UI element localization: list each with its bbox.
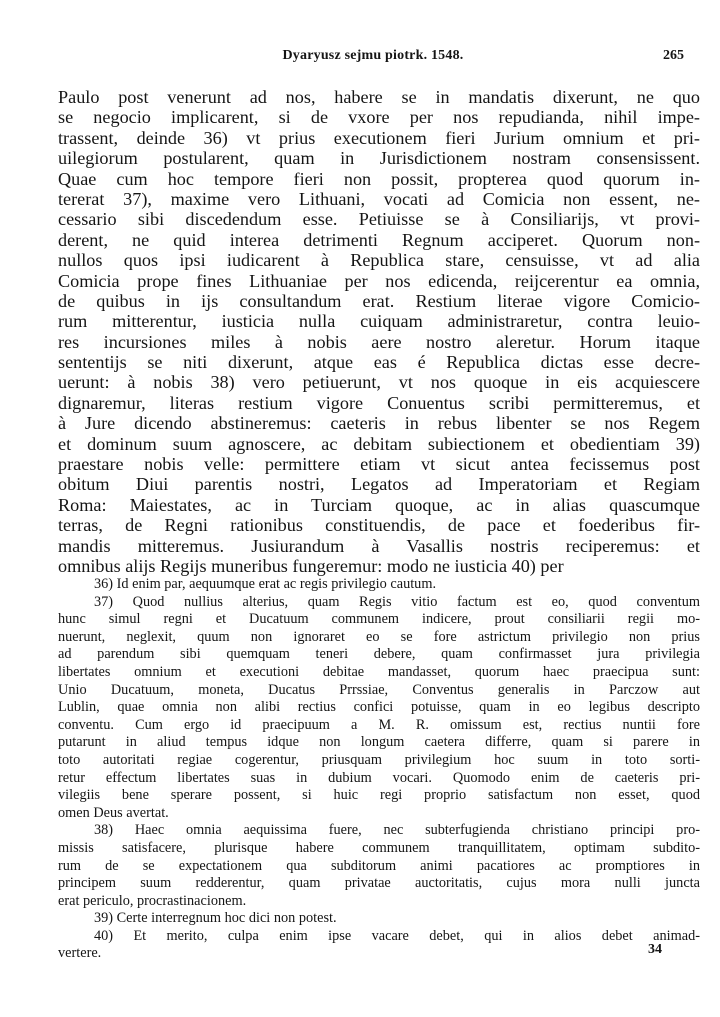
footnote-line: conventu. Cum ergo id praecipuum a M. R. omissum est, rectius nuntii fore [58, 716, 700, 733]
text-line: tererat 37), maxime vero Lithuani, vocati ad Comicia non essent, ne- [58, 188, 700, 209]
text-line: sententijs se niti dixerunt, atque eas é Republica dictas esse decre- [58, 352, 700, 373]
footnote-line: 36) Id enim par, aequumque erat ac regis privilegio cautum. [94, 576, 437, 592]
text-line: terras, de Regni rationibus constituendis, de pace et foederibus fir- [58, 515, 700, 536]
footnote-line: 38) Haec omnia aequissima fuere, nec subterfugienda christiano principi pro- [94, 822, 700, 839]
footnote-line: hunc simul regni et Ducatuum communem indicere, prout consiliarii regii mo- [58, 611, 700, 628]
footnote-line: missis satisfacere, plurisque habere communem tranquillitatem, optimam subdito- [58, 839, 700, 856]
footnote-line: nuerunt, neglexit, quum non ignoraret eo se fore astrictum privilegio non prius [58, 628, 700, 645]
footnote-line: 40) Et merito, culpa enim ipse vacare debet, qui in alios debet animad- [94, 927, 700, 944]
text-line: praestare nobis velle: permittere etiam vt sicut antea fecissemus post [58, 454, 700, 475]
main-text [58, 87, 700, 576]
text-line: obitum Diui parentis nostri, Legatos ad Imperatoriam et Regiam [58, 474, 700, 495]
footnote [58, 594, 700, 823]
running-title: Dyaryusz sejmu piotrk. 1548. [282, 48, 464, 63]
text-line: cessario sibi discedendum esse. Petiuisse se à Consiliarijs, vt provi- [58, 209, 700, 230]
text-line: uerunt: à nobis 38) vero petiuerunt, vt nos quoque in eis acquiescere [58, 372, 700, 393]
text-line: derent, ne quid interea detrimenti Regnum acciperet. Quorum non- [58, 229, 700, 250]
footnote-line: erat periculo, procrastinacionem. [58, 892, 247, 909]
footnote-line: ad parendum sibi quemquam teneri debere, quam confirmasset jura privilegia [58, 646, 700, 663]
text-line: à Jure dicendo abstineremus: caeteris in rebus libenter se nos Regem [58, 413, 700, 434]
text-line: de quibus in ijs consultandum erat. Restium literae vigore Comicio- [58, 290, 700, 311]
text-line: nullos quos ipsi iudicarent à Republica stare, censuisse, vt ad alia [58, 250, 700, 271]
text-line: uilegiorum postularent, quam in Jurisdictionem nostram consensissent. [58, 148, 700, 169]
text-line: Paulo post venerunt ad nos, habere se in mandatis dixerunt, ne quo [58, 87, 700, 107]
text-line: trassent, deinde 36) vt prius executionem fieri Jurium omnium et pri- [58, 127, 700, 148]
footnote-line: Unio Ducatuum, moneta, Ducatus Prrssiae, Conventus generalis in Parczow aut [58, 681, 700, 698]
footnote-line: toto autoritati regiae cogerentur, priusquam privilegium hoc suum in toto sorti- [58, 751, 700, 768]
text-line: se negocio implicarent, si de vxore per nos repudianda, nihil impe- [58, 107, 700, 128]
page-number: 265 [663, 48, 684, 63]
text-line: dignaremur, literas restium vigore Conuentus scribi permitteremus, et [58, 392, 700, 413]
text-line: mandis mitteremus. Jusiurandum à Vasallis nostris reciperemus: et [58, 535, 700, 556]
page-header [58, 48, 688, 72]
footnotes [58, 576, 700, 963]
footnote-line: 39) Certe interregnum hoc dici non potest. [94, 910, 337, 927]
text-line: Roma: Maiestates, ac in Turciam quoque, ac in alias quascumque [58, 494, 700, 515]
text-line: Quae cum hoc tempore fieri non possit, propterea quod quorum in- [58, 168, 700, 189]
footnote [58, 822, 700, 910]
footnote-line: retur effectum libertates suas in dubium vocari. Quomodo enim de caeteris pri- [58, 769, 700, 786]
text-line: rum mitterentur, iusticia nulla cuiquam administraretur, contra leuio- [58, 311, 700, 332]
footnote-line: principem suum redderentur, quam privatae auctoritatis, cujus mora nulli juncta [58, 875, 700, 892]
printer-signature: 34 [648, 942, 662, 957]
footnote-line: rum de se expectationem qua subditorum animi pacatiores ac promptiores in [58, 857, 700, 874]
footnote-line: vilegiis bene sperare possent, si huic regi proprio satisfactum non esset, quod [58, 787, 700, 804]
footnote [58, 910, 700, 928]
text-line: res incursiones miles à nobis aere nostro aleretur. Horum itaque [58, 331, 700, 352]
text-line: et dominum suum agnoscere, ac debitam subiectionem et obedientiam 39) [58, 433, 700, 454]
footnote-line: putarunt in aliud tempus idque non longum caetera differre, quam si parere in [58, 734, 700, 751]
footnote-line: Lublin, quae omnia non alibi rectius confici potuisse, quam in eo legibus descripto [58, 699, 700, 716]
text-line: Comicia prope fines Lithuaniae per nos edicenda, reijcerentur ea omnia, [58, 270, 700, 291]
footnote-line: omen Deus avertat. [58, 804, 169, 821]
footnote [58, 928, 700, 963]
text-line: omnibus alijs Regijs muneribus fungeremur: modo ne iusticia 40) per [58, 555, 564, 576]
footnote-line: vertere. [58, 945, 102, 962]
footnote-line: 37) Quod nullius alterius, quam Regis vitio factum est eo, quod conventum [94, 593, 700, 610]
footnote-line: libertates omnium et executioni debitae mandasset, quorum haec praecipua sunt: [58, 663, 700, 680]
footnote [58, 576, 700, 594]
